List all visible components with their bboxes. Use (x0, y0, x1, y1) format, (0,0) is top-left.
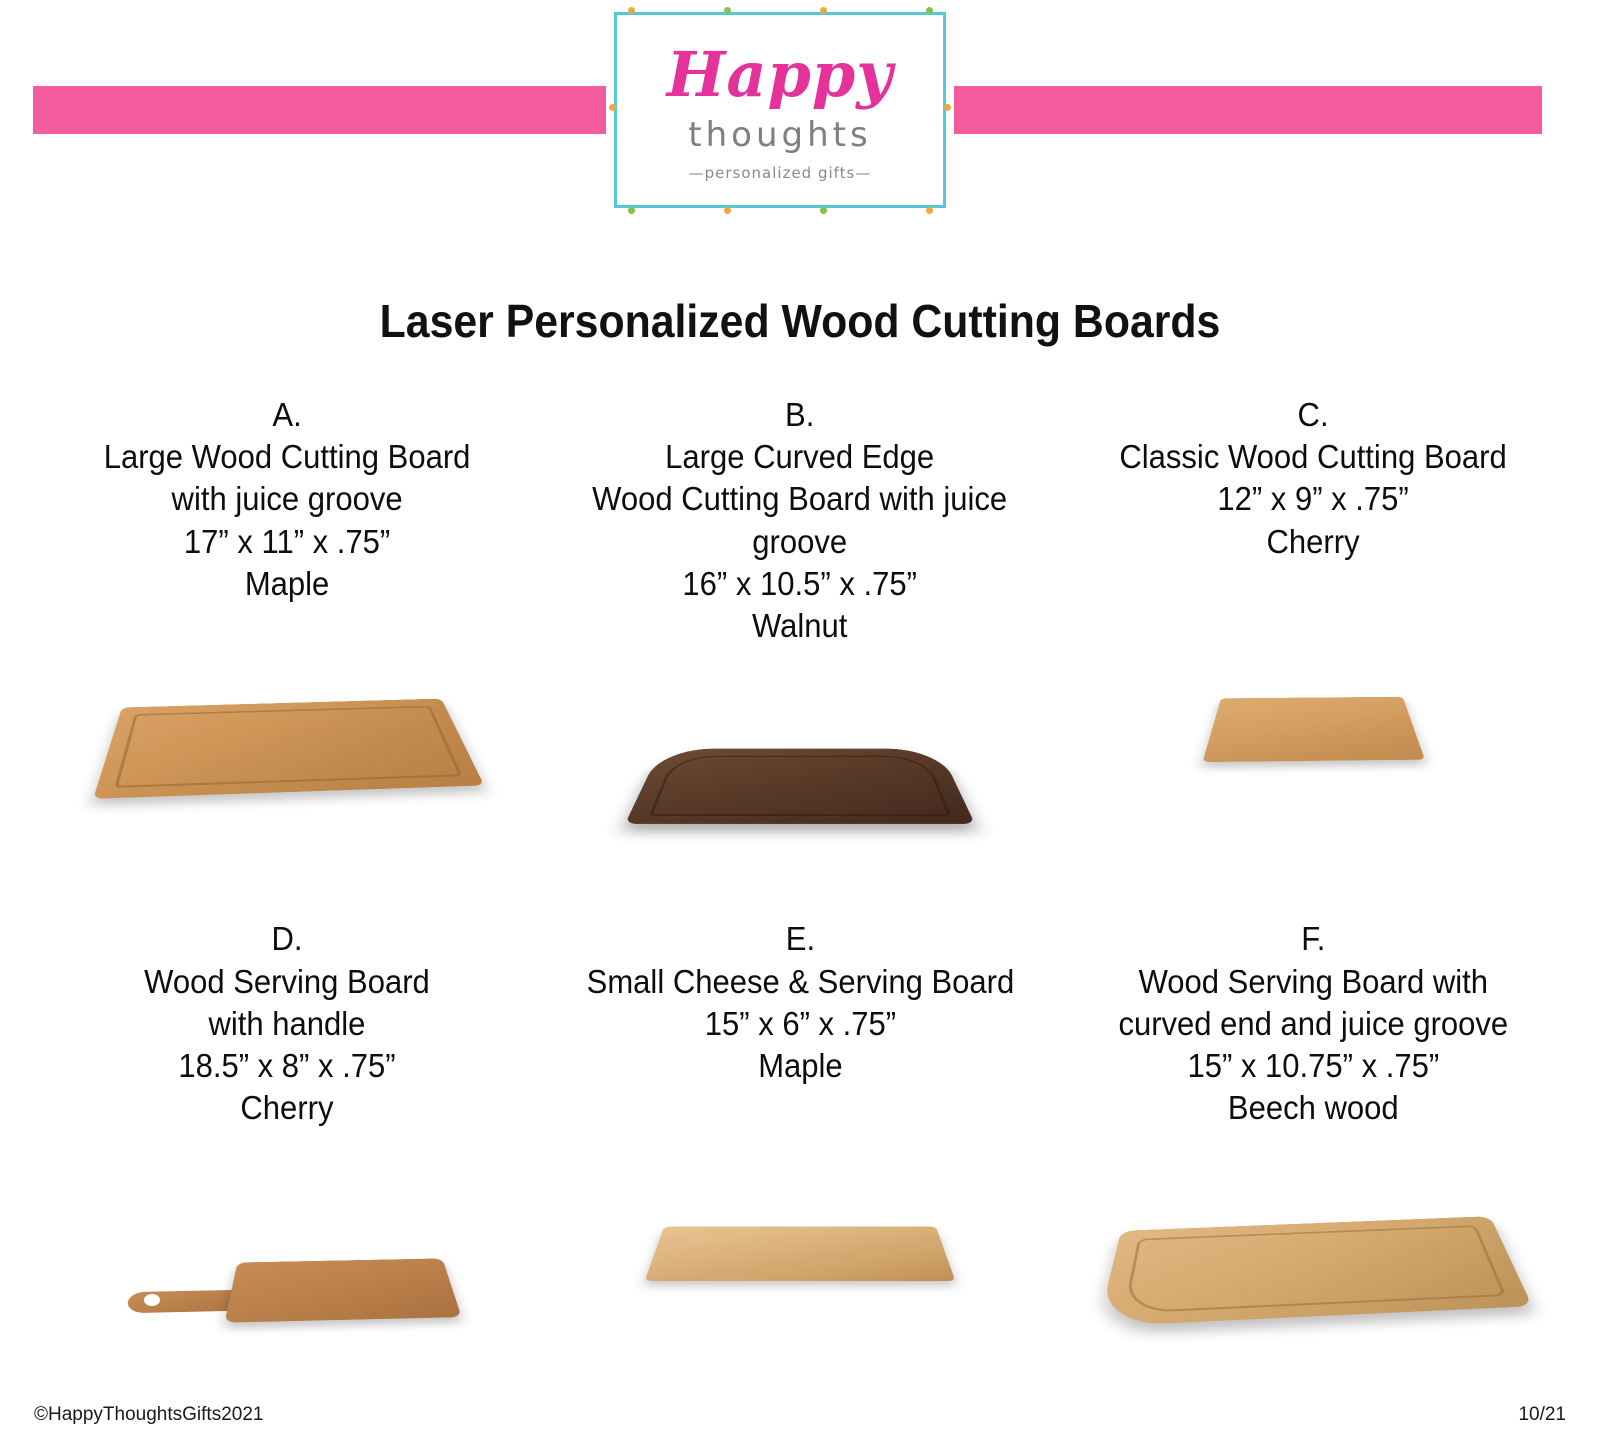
serving-board-d-image (122, 1234, 452, 1359)
page-header (0, 0, 1600, 232)
logo-brand-primary: Happy (666, 38, 894, 111)
product-letter-b: B. (785, 396, 815, 433)
cutting-board-a-image (111, 668, 463, 834)
product-caption-f (1118, 918, 1508, 1129)
product-line-c-3: Cherry (1266, 522, 1360, 560)
product-caption-c (1120, 394, 1507, 563)
product-line-a-1: Large Wood Cutting Board (103, 438, 471, 476)
product-caption-e (586, 918, 1014, 1087)
product-line-f-3: 15” x 10.75” x .75” (1187, 1047, 1440, 1085)
product-line-b-1: Large Curved Edge (665, 438, 935, 476)
logo-brand-secondary: thoughts (688, 115, 872, 155)
product-letter-f: F. (1301, 920, 1326, 958)
serving-board-f-image (1113, 1191, 1513, 1359)
cutting-board-c-image (1213, 670, 1413, 792)
product-line-c-1: Classic Wood Cutting Board (1119, 438, 1507, 476)
product-line-b-4: Walnut (752, 607, 848, 645)
product-image-b-wrap (543, 661, 1056, 876)
product-line-e-1: Small Cheese & Serving Board (586, 962, 1014, 1000)
product-line-f-2: curved end and juice groove (1118, 1004, 1509, 1042)
product-line-e-3: Maple (757, 1047, 843, 1085)
product-line-b-2: Wood Cutting Board with juice groove (592, 480, 1008, 560)
product-image-a-wrap (30, 619, 543, 834)
product-item-a (30, 394, 543, 876)
page-footer (0, 1404, 1600, 1426)
product-image-e-wrap (543, 1101, 1056, 1316)
product-line-a-4: Maple (244, 564, 329, 602)
cheese-board-e-image (655, 1206, 945, 1316)
product-line-b-3: 16” x 10.5” x .75” (682, 564, 918, 602)
product-item-e (543, 918, 1056, 1358)
product-line-e-2: 15” x 6” x .75” (704, 1004, 896, 1042)
product-line-d-1: Wood Serving Board (143, 962, 430, 1000)
product-line-a-3: 17” x 11” x .75” (183, 522, 390, 560)
product-item-b (543, 394, 1056, 876)
page-title: Laser Personalized Wood Cutting Boards (379, 295, 1221, 347)
cutting-board-b-image (645, 706, 955, 876)
product-line-a-2: with juice groove (171, 480, 403, 518)
product-letter-c: C. (1297, 396, 1329, 433)
product-item-c (1057, 394, 1570, 876)
product-grid (0, 394, 1600, 1359)
brand-logo (606, 4, 954, 216)
product-line-f-4: Beech wood (1227, 1089, 1399, 1127)
product-caption-d (144, 918, 430, 1129)
product-item-f (1057, 918, 1570, 1358)
product-letter-e: E. (785, 920, 815, 958)
product-caption-b (559, 394, 1042, 647)
product-line-d-2: with handle (208, 1004, 366, 1042)
copyright-text: ©HappyThoughtsGifts2021 (34, 1404, 264, 1425)
product-item-d (30, 918, 543, 1358)
product-line-c-2: 12” x 9” x .75” (1217, 480, 1409, 518)
product-letter-a: A. (271, 396, 302, 433)
product-image-f-wrap (1057, 1144, 1570, 1359)
product-image-c-wrap (1057, 577, 1570, 792)
logo-tagline: —personalized gifts— (688, 164, 872, 182)
product-line-f-1: Wood Serving Board with (1138, 962, 1489, 1000)
product-caption-a (103, 394, 470, 605)
product-image-d-wrap (30, 1144, 543, 1359)
product-letter-d: D. (271, 920, 303, 958)
page-number: 10/21 (1518, 1404, 1566, 1425)
product-line-d-3: 18.5” x 8” x .75” (178, 1047, 396, 1085)
logo-text-block (606, 4, 954, 216)
product-line-d-4: Cherry (240, 1089, 334, 1127)
